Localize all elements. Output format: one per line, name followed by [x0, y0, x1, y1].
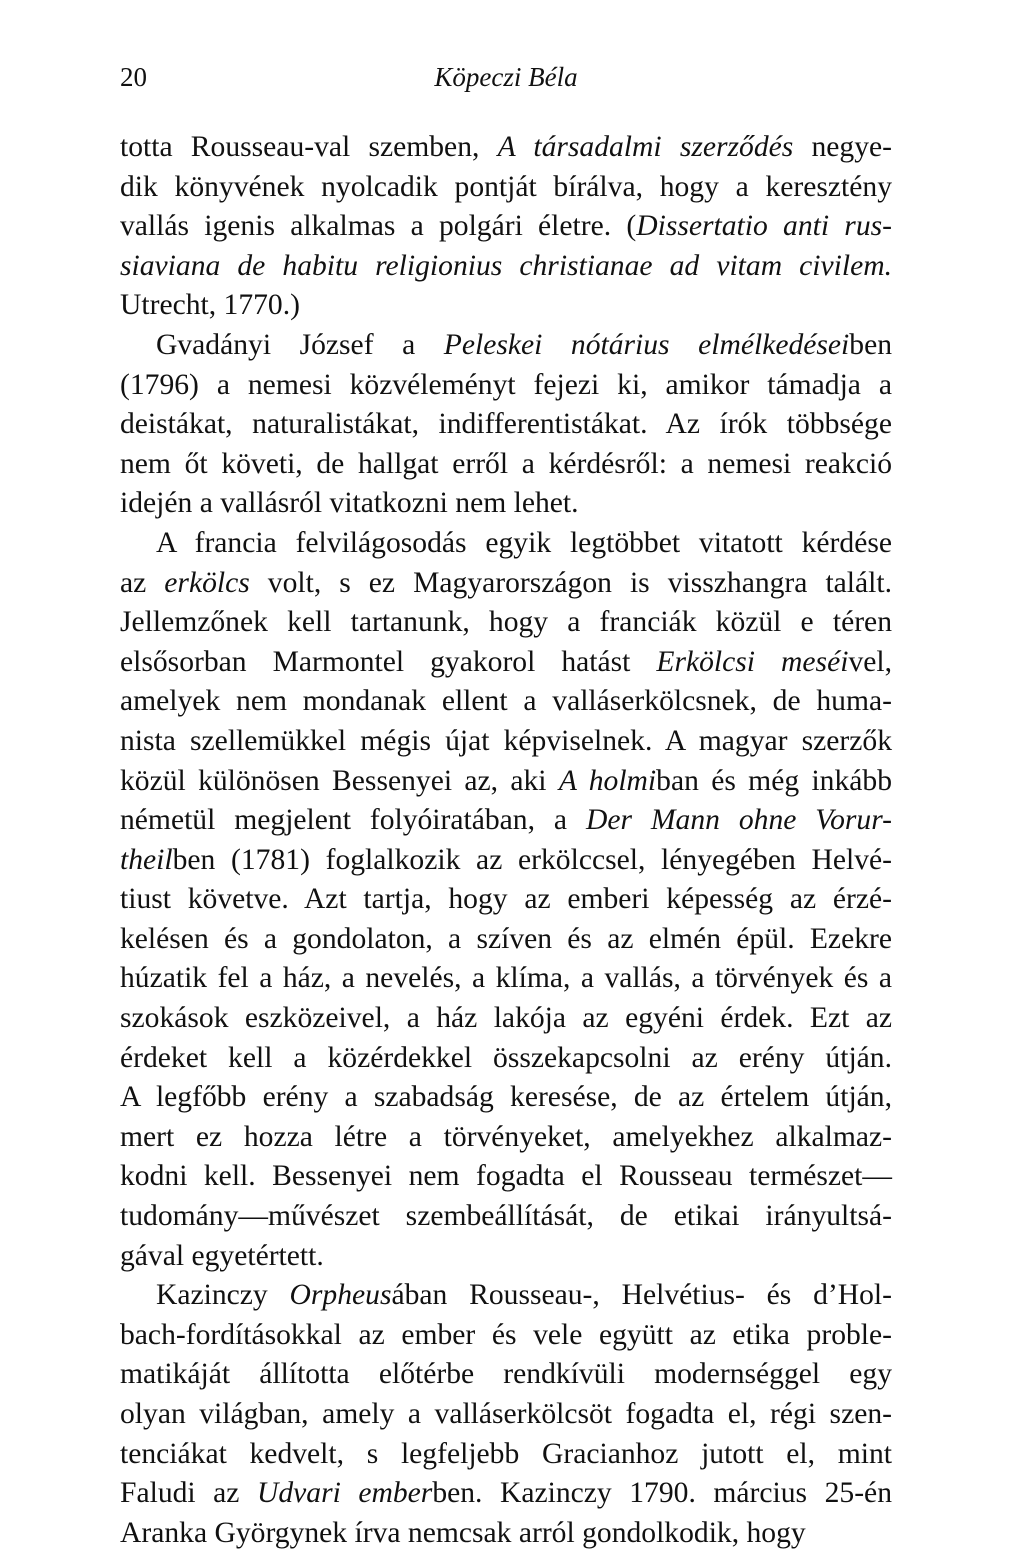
text-run: Kazinczy	[156, 1279, 290, 1312]
text-run: ben (1781) foglalkozik az erkölccsel, lényegében Helvé-	[172, 843, 892, 876]
text-line	[120, 445, 892, 485]
text-line	[120, 1514, 892, 1553]
text-run: (1796) a nemesi közvéleményt fejezi ki, amikor támadja a	[120, 368, 892, 401]
text-line	[120, 603, 892, 643]
text-run: gával egyetértett.	[120, 1239, 324, 1272]
text-line	[120, 1435, 892, 1475]
text-run: kodni kell. Bessenyei nem fogadta el Rousseau természet—	[120, 1160, 892, 1193]
text-run: az	[120, 566, 165, 599]
italic-text: A társadalmi szerződés	[497, 131, 794, 163]
text-line	[120, 564, 892, 604]
text-run: Jellemzőnek kell tartanunk, hogy a franciák közül e téren	[120, 606, 892, 639]
italic-text: theil	[120, 843, 173, 876]
text-run: vallás igenis alkalmas a polgári életre. (	[120, 210, 637, 243]
text-run: németül megjelent folyóiratában, a	[120, 804, 586, 837]
text-run: Gvadányi József a	[156, 328, 444, 361]
running-head: Köpeczi Béla	[434, 62, 578, 92]
text-run: érdeket kell a közérdekkel összekapcsolni az erény útján.	[120, 1041, 892, 1074]
text-run: húzatik fel a ház, a nevelés, a klíma, a vallás, a törvények és a	[120, 962, 892, 995]
text-run: ben. Kazinczy 1790. március 25-én	[432, 1477, 892, 1510]
page-number: 20	[120, 62, 147, 92]
text-line	[120, 128, 892, 168]
text-run: idején a vallásról vitatkozni nem lehet.	[120, 487, 579, 520]
text-line	[120, 286, 892, 326]
text-line	[120, 484, 892, 524]
text-run: tenciákat kedvelt, s legfeljebb Gracianhoz jutott el, mint	[120, 1437, 892, 1470]
italic-text: Orpheus	[289, 1279, 392, 1312]
text-run: volt, s ez Magyarországon is visszhangra talált.	[249, 566, 893, 599]
text-run: dik könyvének nyolcadik pontját bírálva, hogy a keresztény	[120, 170, 892, 203]
italic-text: Erkölcsi meséi	[656, 645, 849, 678]
italic-text: Udvari ember	[256, 1477, 433, 1510]
text-run: olyan világban, amely a valláserkölcsöt fogadta el, régi szen-	[120, 1398, 892, 1430]
italic-text: A holmi	[558, 764, 657, 797]
text-run: nem őt követi, de hallgat erről a kérdésről: a nemesi reakció	[120, 447, 892, 480]
text-run: elsősorban Marmontel gyakorol hatást	[120, 645, 657, 678]
text-line	[120, 880, 892, 920]
text-line	[120, 1395, 892, 1435]
text-run: közül különösen Bessenyei az, aki	[120, 764, 559, 797]
text-run: totta Rousseau-val szemben,	[120, 131, 498, 163]
text-run: deistákat, naturalistákat, indifferentistákat. Az írók többsége	[120, 408, 892, 441]
text-run: ában Rousseau-, Helvétius- és d’Hol-	[391, 1279, 892, 1312]
text-run: szokások eszközeivel, a ház lakója az egyéni érdek. Ezt az	[120, 1002, 892, 1035]
text-run: A legfőbb erény a szabadság keresése, de az értelem útján,	[120, 1081, 892, 1114]
text-line	[120, 762, 892, 802]
text-line	[120, 682, 892, 722]
text-run: A francia felvilágosodás egyik legtöbbet vitatott kérdése	[156, 526, 892, 559]
text-run: matikáját állította előtérbe rendkívüli modernséggel egy	[120, 1358, 892, 1391]
text-line	[120, 1039, 892, 1079]
italic-text: erkölcs	[164, 566, 250, 599]
italic-text: Peleskei nótárius elmélkedései	[443, 328, 850, 361]
text-line	[120, 1276, 892, 1316]
text-run: bach-fordításokkal az ember és vele együtt az etika proble-	[120, 1318, 892, 1351]
italic-text: siaviana de habitu religionius christianae ad vitam civilem.	[120, 249, 892, 282]
text-line	[120, 1197, 892, 1237]
text-line	[120, 643, 892, 683]
text-line	[120, 168, 892, 208]
body-text	[120, 128, 892, 1553]
text-line	[120, 1237, 892, 1277]
text-line	[120, 1118, 892, 1158]
text-line	[120, 801, 892, 841]
text-run: ban és még inkább	[656, 764, 892, 797]
text-line	[120, 920, 892, 960]
text-run: ben	[849, 328, 893, 361]
text-line	[120, 722, 892, 762]
text-run: tiust követve. Azt tartja, hogy az emberi képesség az érzé-	[120, 883, 892, 916]
text-run: amelyek nem mondanak ellent a valláserkölcsnek, de huma-	[120, 685, 892, 718]
text-line	[120, 999, 892, 1039]
text-line	[120, 524, 892, 564]
text-line	[120, 959, 892, 999]
text-line	[120, 1474, 892, 1514]
text-run: Utrecht, 1770.)	[120, 289, 300, 322]
text-line	[120, 326, 892, 366]
text-line	[120, 405, 892, 445]
text-line	[120, 366, 892, 406]
text-line	[120, 247, 892, 287]
text-run: kelésen és a gondolaton, a szíven és az elmén épül. Ezekre	[120, 922, 892, 955]
text-run: mert ez hozza létre a törvényeket, amelyekhez alkalmaz-	[120, 1120, 892, 1153]
text-run: vel,	[848, 645, 892, 678]
text-run: tudomány—művészet szembeállítását, de etikai irányultsá-	[120, 1200, 892, 1233]
text-run: negye-	[793, 131, 893, 163]
text-line	[120, 1157, 892, 1197]
italic-text: Dissertatio anti rus-	[636, 210, 892, 243]
text-run: nista szellemükkel mégis újat képviselnek. A magyar szerzők	[120, 724, 892, 757]
text-run: Aranka Györgynek írva nemcsak arról gondolkodik, hogy	[120, 1516, 806, 1549]
text-line	[120, 1316, 892, 1356]
page-header	[120, 62, 892, 96]
italic-text: Der Mann ohne Vorur-	[585, 804, 892, 837]
text-line	[120, 1355, 892, 1395]
text-line	[120, 207, 892, 247]
text-run: Faludi az	[120, 1477, 257, 1510]
text-line	[120, 841, 892, 881]
text-line	[120, 1078, 892, 1118]
